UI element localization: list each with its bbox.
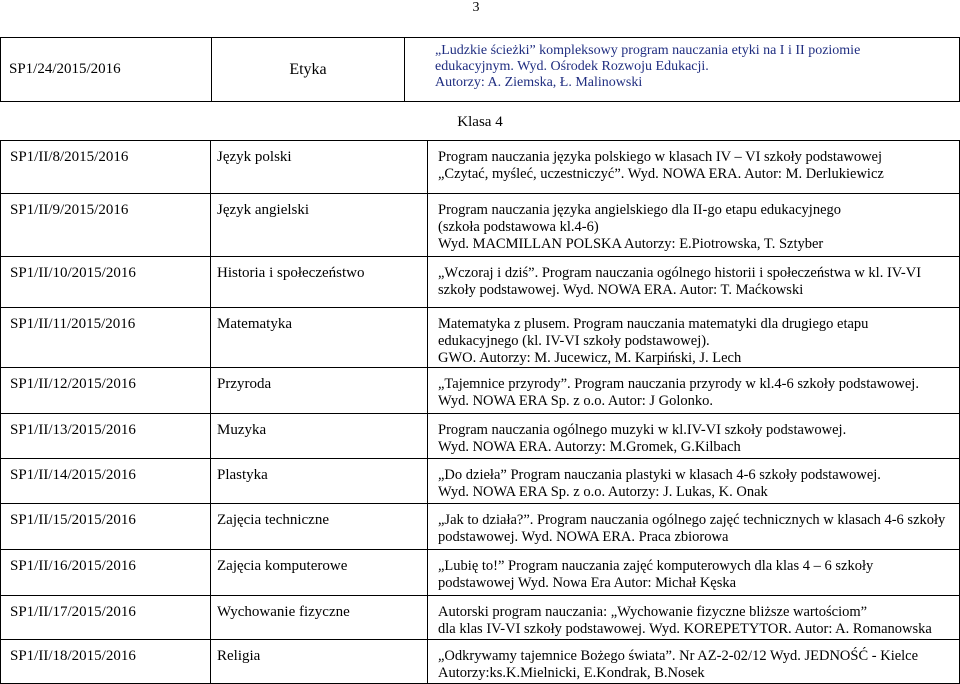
grade-heading: Klasa 4 [457, 114, 503, 130]
table-row [1, 194, 960, 257]
description-line: „Jak to działa?”. Program nauczania ogólnego zajęć technicznych w klasach 4-6 szkoły [438, 512, 946, 528]
table-row [1, 141, 960, 194]
table-row [1, 596, 960, 640]
description-line: Program nauczania języka polskiego w klasach IV – VI szkoły podstawowej [438, 149, 883, 165]
subject-name: Wychowanie fizyczne [211, 596, 428, 640]
subject-name: Etyka [212, 38, 405, 102]
program-description [428, 257, 960, 308]
description-line: „Tajemnice przyrody”. Program nauczania przyrody w kl.4-6 szkoły podstawowej. [438, 376, 919, 392]
program-code: SP1/II/10/2015/2016 [1, 257, 211, 308]
subject-name: Religia [211, 640, 428, 684]
program-table-top [0, 37, 960, 102]
description-line: Wyd. NOWA ERA Sp. z o.o. Autor: J Golonko. [438, 393, 714, 409]
program-description [428, 504, 960, 550]
program-code: SP1/II/16/2015/2016 [1, 550, 211, 596]
description-line: Wyd. NOWA ERA Sp. z o.o. Autorzy: J. Lukas, K. Onak [438, 484, 768, 500]
subject-name: Historia i społeczeństwo [211, 257, 428, 308]
program-code: SP1/II/15/2015/2016 [1, 504, 211, 550]
program-code: SP1/II/9/2015/2016 [1, 194, 211, 257]
subject-name: Matematyka [211, 308, 428, 368]
table-row [1, 414, 960, 459]
description-line: edukacyjnego (kl. IV-VI szkoły podstawowej). [438, 333, 710, 349]
description-line: „Ludzkie ścieżki” kompleksowy program nauczania etyki na I i II poziomie [435, 43, 861, 58]
description-line: edukacyjnym. Wyd. Ośrodek Rozwoju Edukacji. [435, 59, 709, 74]
program-description [428, 640, 960, 684]
subject-name: Język polski [211, 141, 428, 194]
description-line: Program nauczania ogólnego muzyki w kl.IV-VI szkoły podstawowej. [438, 422, 847, 438]
table-row [1, 38, 960, 102]
description-line: dla klas IV-VI szkoły podstawowej. Wyd. KOREPETYTOR. Autor: A. Romanowska [438, 621, 932, 637]
description-line: Matematyka z plusem. Program nauczania matematyki dla drugiego etapu [438, 316, 869, 332]
program-code: SP1/II/18/2015/2016 [1, 640, 211, 684]
subject-name: Plastyka [211, 459, 428, 504]
program-description [405, 38, 960, 102]
description-line: podstawowej. Wyd. NOWA ERA. Praca zbiorowa [438, 529, 729, 545]
description-line: „Do dzieła” Program nauczania plastyki w klasach 4-6 szkoły podstawowej. [438, 467, 881, 483]
subject-name: Zajęcia techniczne [211, 504, 428, 550]
description-line: Wyd. MACMILLAN POLSKA Autorzy: E.Piotrowska, T. Sztyber [438, 236, 824, 252]
subject-name: Przyroda [211, 368, 428, 414]
description-line: „Odkrywamy tajemnice Bożego świata”. Nr AZ-2-02/12 Wyd. JEDNOŚĆ - Kielce [438, 648, 919, 664]
program-description [428, 414, 960, 459]
description-line: GWO. Autorzy: M. Jucewicz, M. Karpiński, J. Lech [438, 350, 742, 366]
table-row [1, 257, 960, 308]
program-description [428, 459, 960, 504]
table-row [1, 308, 960, 368]
subject-name: Muzyka [211, 414, 428, 459]
program-description [428, 194, 960, 257]
table-row [1, 368, 960, 414]
description-line: (szkoła podstawowa kl.4-6) [438, 219, 599, 235]
description-line: Program nauczania języka angielskiego dla II-go etapu edukacyjnego [438, 202, 842, 218]
description-line: Autorski program nauczania: „Wychowanie fizyczne bliższe wartościom” [438, 604, 868, 620]
program-description [428, 141, 960, 194]
description-line: „Wczoraj i dziś”. Program nauczania ogólnego historii i społeczeństwa w kl. IV-VI [438, 265, 922, 281]
program-description [428, 550, 960, 596]
description-line: Autorzy:ks.K.Mielnicki, E.Kondrak, B.Nosek [438, 665, 705, 681]
description-line: „Lubię to!” Program nauczania zajęć komputerowych dla klas 4 – 6 szkoły [438, 558, 874, 574]
table-row [1, 640, 960, 684]
program-code: SP1/II/12/2015/2016 [1, 368, 211, 414]
description-line: Autorzy: A. Ziemska, Ł. Malinowski [435, 75, 643, 90]
description-line: szkoły podstawowej. Wyd. NOWA ERA. Autor: T. Maćkowski [438, 282, 804, 298]
program-description [428, 308, 960, 368]
program-table-grade-4 [0, 140, 960, 684]
table-row [1, 459, 960, 504]
description-line: podstawowej Wyd. Nowa Era Autor: Michał Kęska [438, 575, 737, 591]
description-line: Wyd. NOWA ERA. Autorzy: M.Gromek, G.Kilbach [438, 439, 741, 455]
subject-name: Język angielski [211, 194, 428, 257]
program-description [428, 368, 960, 414]
program-code: SP1/II/11/2015/2016 [1, 308, 211, 368]
subject-name: Zajęcia komputerowe [211, 550, 428, 596]
table-row [1, 504, 960, 550]
description-line: „Czytać, myśleć, uczestniczyć”. Wyd. NOWA ERA. Autor: M. Derlukiewicz [438, 166, 884, 182]
table-row [1, 550, 960, 596]
program-code: SP1/II/13/2015/2016 [1, 414, 211, 459]
program-code: SP1/II/17/2015/2016 [1, 596, 211, 640]
program-code: SP1/II/14/2015/2016 [1, 459, 211, 504]
page-number: 3 [472, 0, 480, 15]
program-code: SP1/II/8/2015/2016 [1, 141, 211, 194]
program-code: SP1/24/2015/2016 [1, 38, 212, 102]
program-description [428, 596, 960, 640]
